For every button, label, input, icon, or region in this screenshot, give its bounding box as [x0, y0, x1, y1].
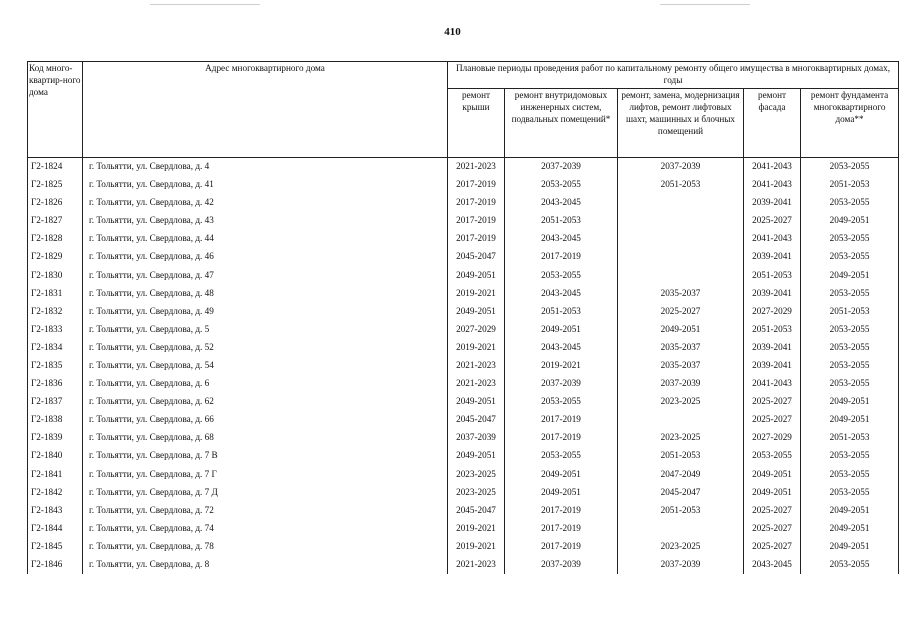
- header-elevators: ремонт, замена, модернизация лифтов, ремонт лифтовых шахт, машинных и блочных помещений: [618, 88, 744, 157]
- cell-address: г. Тольятти, ул. Свердлова, д. 52: [83, 339, 448, 357]
- cell-code: Г2-1839: [28, 429, 83, 447]
- cell-facade: 2025-2027: [744, 538, 801, 556]
- cell-facade: 2039-2041: [744, 194, 801, 212]
- table-row: [28, 411, 899, 429]
- cell-foundation: 2053-2055: [801, 484, 899, 502]
- cell-roof: 2049-2051: [448, 447, 505, 465]
- cell-elevators: [618, 411, 744, 429]
- cell-foundation: 2051-2053: [801, 176, 899, 194]
- cell-code: Г2-1840: [28, 447, 83, 465]
- cell-facade: 2027-2029: [744, 429, 801, 447]
- page-number: 410: [444, 26, 461, 38]
- cell-engineering: 2017-2019: [505, 520, 618, 538]
- cell-foundation: 2053-2055: [801, 357, 899, 375]
- cell-foundation: 2053-2055: [801, 375, 899, 393]
- cell-roof: 2021-2023: [448, 375, 505, 393]
- capital-repair-schedule-table: [27, 61, 899, 574]
- cell-roof: 2019-2021: [448, 520, 505, 538]
- cell-engineering: 2051-2053: [505, 212, 618, 230]
- cell-foundation: 2053-2055: [801, 321, 899, 339]
- cell-elevators: [618, 266, 744, 284]
- cell-roof: 2023-2025: [448, 484, 505, 502]
- cell-roof: 2049-2051: [448, 393, 505, 411]
- cell-facade: 2041-2043: [744, 375, 801, 393]
- cell-code: Г2-1835: [28, 357, 83, 375]
- cell-address: г. Тольятти, ул. Свердлова, д. 41: [83, 176, 448, 194]
- cell-code: Г2-1827: [28, 212, 83, 230]
- cell-foundation: 2049-2051: [801, 212, 899, 230]
- cell-engineering: 2049-2051: [505, 484, 618, 502]
- cell-roof: 2019-2021: [448, 339, 505, 357]
- cell-engineering: 2053-2055: [505, 393, 618, 411]
- cell-engineering: 2053-2055: [505, 447, 618, 465]
- cell-elevators: 2035-2037: [618, 357, 744, 375]
- cell-roof: 2017-2019: [448, 176, 505, 194]
- table-row: [28, 556, 899, 574]
- cell-engineering: 2017-2019: [505, 538, 618, 556]
- cell-elevators: [618, 194, 744, 212]
- header-roof: ремонт крыши: [448, 88, 505, 157]
- cell-foundation: 2049-2051: [801, 411, 899, 429]
- cell-engineering: 2053-2055: [505, 266, 618, 284]
- cell-elevators: 2023-2025: [618, 429, 744, 447]
- cell-facade: 2051-2053: [744, 266, 801, 284]
- cell-code: Г2-1843: [28, 502, 83, 520]
- header-facade: ремонт фасада: [744, 88, 801, 157]
- cell-elevators: 2035-2037: [618, 285, 744, 303]
- cell-engineering: 2049-2051: [505, 466, 618, 484]
- cell-facade: 2041-2043: [744, 176, 801, 194]
- cell-facade: 2025-2027: [744, 520, 801, 538]
- table-row: [28, 212, 899, 230]
- cell-code: Г2-1833: [28, 321, 83, 339]
- cell-elevators: 2025-2027: [618, 303, 744, 321]
- cell-code: Г2-1830: [28, 266, 83, 284]
- table-row: [28, 303, 899, 321]
- cell-facade: 2049-2051: [744, 484, 801, 502]
- table-row: [28, 176, 899, 194]
- cell-roof: 2023-2025: [448, 466, 505, 484]
- table-row: [28, 339, 899, 357]
- cell-engineering: 2017-2019: [505, 502, 618, 520]
- cell-engineering: 2019-2021: [505, 357, 618, 375]
- cell-code: Г2-1838: [28, 411, 83, 429]
- cell-roof: 2019-2021: [448, 538, 505, 556]
- cell-elevators: 2051-2053: [618, 176, 744, 194]
- cell-address: г. Тольятти, ул. Свердлова, д. 7 Г: [83, 466, 448, 484]
- cell-roof: 2021-2023: [448, 157, 505, 176]
- table-row: [28, 502, 899, 520]
- cell-foundation: 2053-2055: [801, 447, 899, 465]
- cell-foundation: 2053-2055: [801, 466, 899, 484]
- cell-address: г. Тольятти, ул. Свердлова, д. 54: [83, 357, 448, 375]
- cell-roof: 2027-2029: [448, 321, 505, 339]
- header-address: Адрес многоквартирного дома: [83, 62, 448, 158]
- cell-foundation: 2053-2055: [801, 285, 899, 303]
- cell-elevators: [618, 248, 744, 266]
- cell-foundation: 2051-2053: [801, 429, 899, 447]
- cell-elevators: 2023-2025: [618, 393, 744, 411]
- table-row: [28, 194, 899, 212]
- cell-engineering: 2037-2039: [505, 375, 618, 393]
- cell-address: г. Тольятти, ул. Свердлова, д. 7 Д: [83, 484, 448, 502]
- cell-roof: 2049-2051: [448, 266, 505, 284]
- table-row: [28, 520, 899, 538]
- cell-roof: 2021-2023: [448, 357, 505, 375]
- cell-code: Г2-1828: [28, 230, 83, 248]
- header-code: Код много-квартир-ного дома: [28, 62, 83, 158]
- cell-foundation: 2049-2051: [801, 520, 899, 538]
- cell-roof: 2037-2039: [448, 429, 505, 447]
- cell-address: г. Тольятти, ул. Свердлова, д. 42: [83, 194, 448, 212]
- cell-foundation: 2053-2055: [801, 339, 899, 357]
- cell-address: г. Тольятти, ул. Свердлова, д. 47: [83, 266, 448, 284]
- cell-address: г. Тольятти, ул. Свердлова, д. 7 В: [83, 447, 448, 465]
- cell-code: Г2-1824: [28, 157, 83, 176]
- cell-code: Г2-1842: [28, 484, 83, 502]
- table-row: [28, 248, 899, 266]
- cell-facade: 2041-2043: [744, 230, 801, 248]
- cell-elevators: 2037-2039: [618, 157, 744, 176]
- cell-code: Г2-1831: [28, 285, 83, 303]
- cell-facade: 2039-2041: [744, 285, 801, 303]
- cell-address: г. Тольятти, ул. Свердлова, д. 43: [83, 212, 448, 230]
- cell-address: г. Тольятти, ул. Свердлова, д. 78: [83, 538, 448, 556]
- cell-facade: 2053-2055: [744, 447, 801, 465]
- cell-engineering: 2043-2045: [505, 194, 618, 212]
- cell-elevators: 2051-2053: [618, 447, 744, 465]
- table-row: [28, 321, 899, 339]
- table-row: [28, 429, 899, 447]
- table-row: [28, 230, 899, 248]
- cell-roof: 2045-2047: [448, 411, 505, 429]
- cell-roof: 2045-2047: [448, 248, 505, 266]
- cell-code: Г2-1837: [28, 393, 83, 411]
- cell-elevators: 2037-2039: [618, 556, 744, 574]
- cell-engineering: 2053-2055: [505, 176, 618, 194]
- cell-foundation: 2053-2055: [801, 194, 899, 212]
- cell-elevators: [618, 520, 744, 538]
- cell-facade: 2025-2027: [744, 393, 801, 411]
- cell-address: г. Тольятти, ул. Свердлова, д. 49: [83, 303, 448, 321]
- cell-address: г. Тольятти, ул. Свердлова, д. 72: [83, 502, 448, 520]
- header-periods: Плановые периоды проведения работ по капитальному ремонту общего имущества в многоквартирных домах, годы: [448, 62, 899, 89]
- table-row: [28, 393, 899, 411]
- cell-code: Г2-1826: [28, 194, 83, 212]
- cell-roof: 2019-2021: [448, 285, 505, 303]
- cell-engineering: 2037-2039: [505, 157, 618, 176]
- cell-address: г. Тольятти, ул. Свердлова, д. 4: [83, 157, 448, 176]
- cell-facade: 2043-2045: [744, 556, 801, 574]
- cell-engineering: 2043-2045: [505, 285, 618, 303]
- cell-facade: 2025-2027: [744, 411, 801, 429]
- cell-facade: 2051-2053: [744, 321, 801, 339]
- scan-artifact-line: [660, 4, 750, 5]
- cell-code: Г2-1832: [28, 303, 83, 321]
- table-row: [28, 357, 899, 375]
- cell-elevators: 2045-2047: [618, 484, 744, 502]
- cell-roof: 2017-2019: [448, 230, 505, 248]
- cell-code: Г2-1829: [28, 248, 83, 266]
- cell-foundation: 2051-2053: [801, 303, 899, 321]
- table-header: [28, 62, 899, 158]
- cell-code: Г2-1841: [28, 466, 83, 484]
- cell-address: г. Тольятти, ул. Свердлова, д. 66: [83, 411, 448, 429]
- cell-elevators: 2047-2049: [618, 466, 744, 484]
- table-row: [28, 484, 899, 502]
- cell-facade: 2041-2043: [744, 157, 801, 176]
- cell-facade: 2027-2029: [744, 303, 801, 321]
- cell-foundation: 2049-2051: [801, 393, 899, 411]
- cell-elevators: 2037-2039: [618, 375, 744, 393]
- cell-facade: 2025-2027: [744, 212, 801, 230]
- cell-roof: 2045-2047: [448, 502, 505, 520]
- cell-engineering: 2017-2019: [505, 248, 618, 266]
- cell-elevators: 2049-2051: [618, 321, 744, 339]
- cell-roof: 2017-2019: [448, 212, 505, 230]
- table-row: [28, 375, 899, 393]
- cell-code: Г2-1825: [28, 176, 83, 194]
- cell-roof: 2049-2051: [448, 303, 505, 321]
- cell-foundation: 2053-2055: [801, 248, 899, 266]
- header-row: [28, 62, 899, 89]
- cell-roof: 2021-2023: [448, 556, 505, 574]
- cell-elevators: 2023-2025: [618, 538, 744, 556]
- cell-address: г. Тольятти, ул. Свердлова, д. 6: [83, 375, 448, 393]
- cell-engineering: 2051-2053: [505, 303, 618, 321]
- cell-foundation: 2049-2051: [801, 538, 899, 556]
- cell-code: Г2-1834: [28, 339, 83, 357]
- header-engineering: ремонт внутридомовых инженерных систем, подвальных помещений*: [505, 88, 618, 157]
- cell-roof: 2017-2019: [448, 194, 505, 212]
- cell-foundation: 2053-2055: [801, 157, 899, 176]
- table-row: [28, 266, 899, 284]
- cell-facade: 2039-2041: [744, 248, 801, 266]
- cell-facade: 2025-2027: [744, 502, 801, 520]
- cell-foundation: 2053-2055: [801, 556, 899, 574]
- cell-address: г. Тольятти, ул. Свердлова, д. 68: [83, 429, 448, 447]
- table-row: [28, 538, 899, 556]
- table-row: [28, 285, 899, 303]
- cell-address: г. Тольятти, ул. Свердлова, д. 5: [83, 321, 448, 339]
- table-row: [28, 157, 899, 176]
- cell-code: Г2-1845: [28, 538, 83, 556]
- cell-code: Г2-1844: [28, 520, 83, 538]
- table-body: [28, 157, 899, 574]
- cell-address: г. Тольятти, ул. Свердлова, д. 62: [83, 393, 448, 411]
- cell-address: г. Тольятти, ул. Свердлова, д. 44: [83, 230, 448, 248]
- cell-address: г. Тольятти, ул. Свердлова, д. 48: [83, 285, 448, 303]
- cell-elevators: [618, 230, 744, 248]
- cell-facade: 2049-2051: [744, 466, 801, 484]
- cell-engineering: 2049-2051: [505, 321, 618, 339]
- cell-facade: 2039-2041: [744, 357, 801, 375]
- cell-elevators: 2051-2053: [618, 502, 744, 520]
- cell-engineering: 2017-2019: [505, 411, 618, 429]
- table-row: [28, 466, 899, 484]
- scan-artifact-line: [150, 4, 260, 5]
- cell-address: г. Тольятти, ул. Свердлова, д. 8: [83, 556, 448, 574]
- cell-foundation: 2049-2051: [801, 502, 899, 520]
- cell-address: г. Тольятти, ул. Свердлова, д. 74: [83, 520, 448, 538]
- cell-engineering: 2017-2019: [505, 429, 618, 447]
- cell-engineering: 2037-2039: [505, 556, 618, 574]
- cell-code: Г2-1836: [28, 375, 83, 393]
- cell-foundation: 2053-2055: [801, 230, 899, 248]
- cell-facade: 2039-2041: [744, 339, 801, 357]
- cell-code: Г2-1846: [28, 556, 83, 574]
- cell-elevators: [618, 212, 744, 230]
- header-foundation: ремонт фундамента многоквартирного дома**: [801, 88, 899, 157]
- cell-address: г. Тольятти, ул. Свердлова, д. 46: [83, 248, 448, 266]
- table-row: [28, 447, 899, 465]
- cell-elevators: 2035-2037: [618, 339, 744, 357]
- cell-engineering: 2043-2045: [505, 339, 618, 357]
- cell-engineering: 2043-2045: [505, 230, 618, 248]
- cell-foundation: 2049-2051: [801, 266, 899, 284]
